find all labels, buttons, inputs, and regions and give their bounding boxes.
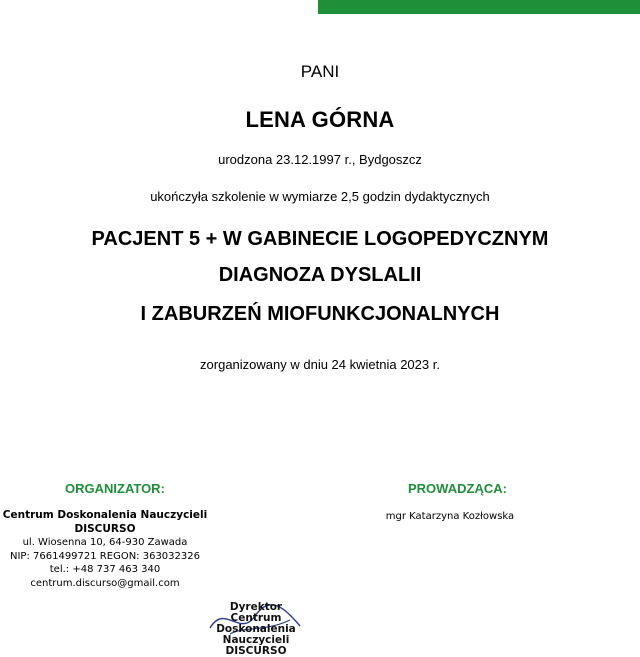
recipient-name: LENA GÓRNA bbox=[245, 107, 395, 132]
organizer-ids: NIP: 7661499721 REGON: 363032326 bbox=[10, 550, 200, 562]
organizer-name-line-2: DISCURSO bbox=[74, 522, 136, 535]
organizer-email: centrum.discurso@gmail.com bbox=[30, 577, 180, 589]
stamp-line-1: Centrum Doskonalenia bbox=[216, 612, 296, 635]
organizer-name-line-1: Centrum Doskonalenia Nauczycieli bbox=[2, 509, 208, 521]
course-title-line-1: PACJENT 5 + W GABINECIE LOGOPEDYCZNYM bbox=[91, 228, 549, 250]
course-title-line-3: I ZABURZEŃ MIOFUNKCJONALNYCH bbox=[140, 303, 500, 325]
completion-statement: ukończyła szkolenie w wymiarze 2,5 godzin dydaktycznych bbox=[150, 189, 490, 204]
lead-name: mgr Katarzyna Kozłowska bbox=[385, 511, 515, 522]
director-stamp bbox=[196, 602, 316, 657]
stamp-title: Dyrektor bbox=[229, 601, 283, 613]
organizer-details bbox=[0, 509, 210, 590]
organizer-phone: tel.: +48 737 463 340 bbox=[49, 564, 161, 575]
organized-date: zorganizowany w dniu 24 kwietnia 2023 r. bbox=[200, 357, 440, 372]
course-title-line-2: DIAGNOZA DYSLALII bbox=[218, 264, 422, 286]
header-accent-bar bbox=[318, 0, 640, 14]
organizer-address: ul. Wiosenna 10, 64-930 Zawada bbox=[22, 537, 188, 548]
salutation: PANI bbox=[300, 62, 340, 81]
lead-heading: PROWADZĄCA: bbox=[408, 481, 507, 496]
birth-info: urodzona 23.12.1997 r., Bydgoszcz bbox=[218, 152, 422, 167]
organizer-heading: ORGANIZATOR: bbox=[65, 481, 165, 496]
stamp-line-2: Nauczycieli DISCURSO bbox=[222, 634, 290, 657]
